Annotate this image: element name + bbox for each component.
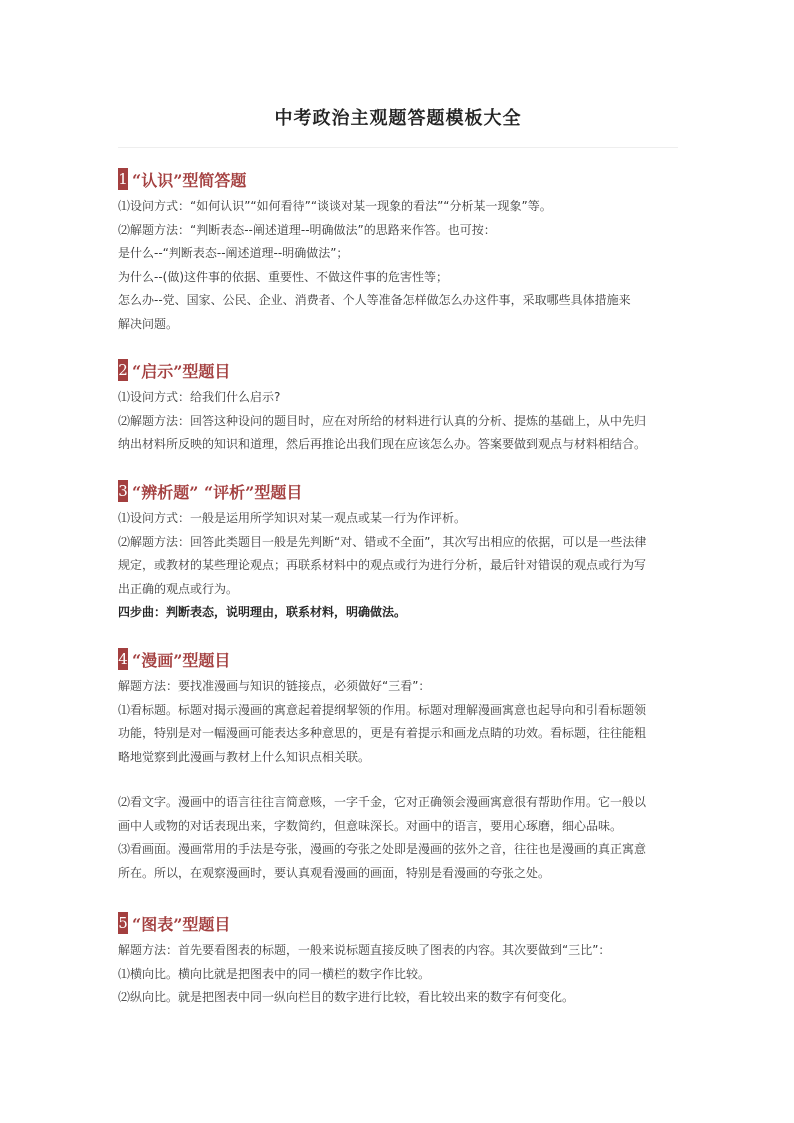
section-heading (118, 647, 678, 671)
text-line: 为什么--(做)这件事的依据、重要性、不做这件事的危害性等； (118, 269, 449, 284)
text-line: 解决问题。 (118, 316, 179, 331)
text-line: ⑵解题方法：回答这种设问的题目时，应在对所给的材料进行认真的分析、提炼的基础上，从中先归 (118, 413, 647, 428)
text-line: ⑴设问方式：一般是运用所学知识对某一观点或某一行为作评析。 (118, 511, 467, 525)
section-heading (118, 167, 678, 191)
text-line: ⑴设问方式：“如何认识”“如何看待”“谈谈对某一现象的看法”“分析某一现象”等。 (118, 199, 552, 213)
text-line: 所在。所以，在观察漫画时，要认真观看漫画的画面，特别是看漫画的夸张之处。 (118, 865, 551, 880)
title-divider (118, 147, 678, 148)
text-line: 四步曲：判断表态，说明理由，联系材料，明确做法。 (118, 605, 407, 619)
text-line: ⑴看标题。标题对揭示漫画的寓意起着提纲挈领的作用。标题对理解漫画寓意也起导向和引看标题领 (118, 702, 647, 717)
text-line: 规定，或教材的某些理论观点；再联系材料中的观点或行为进行分析，最后针对错误的观点或行为写 (118, 558, 647, 572)
section-title: “启示”型题目 (132, 361, 231, 381)
section-1 (118, 167, 678, 336)
section-number-badge: 3 (118, 482, 128, 500)
text-line: 怎么办--党、国家、公民、企业、消费者、个人等准备怎样做怎么办这件事，采取哪些具体措施来 (118, 293, 631, 307)
section-heading (118, 358, 678, 382)
section-heading (118, 911, 678, 935)
text-line: ⑵解题方法：“判断表态--阐述道理--明确做法”的思路来作答。也可按： (118, 222, 496, 237)
text-line: 略地觉察到此漫画与教材上什么知识点相关联。 (118, 749, 371, 764)
text-line: 解题方法：首先要看图表的标题，一般来说标题直接反映了图表的内容。其次要做到“三比”： (118, 943, 611, 957)
text-line: ⑴横向比。横向比就是把图表中的同一横栏的数字作比较。 (118, 966, 431, 981)
section-5 (118, 911, 678, 1010)
section-number-badge: 4 (118, 650, 128, 668)
section-title: “辨析题” “评析”型题目 (132, 482, 303, 502)
text-line: ⑵解题方法：回答此类题目一般是先判断“对、错或不全面”，其次写出相应的依据，可以是一些法律 (118, 534, 647, 549)
section-3 (118, 479, 678, 625)
text-line: 画中人或物的对话表现出来，字数简约，但意味深长。对画中的语言，要用心琢磨，细心品味。 (118, 818, 623, 833)
section-title: “漫画”型题目 (132, 650, 231, 670)
text-line: ⑵纵向比。就是把图表中同一纵向栏目的数字进行比较，看比较出来的数字有何变化。 (118, 990, 575, 1004)
text-line: 解题方法：要找准漫画与知识的链接点，必须做好“三看”： (118, 679, 431, 693)
text-line: ⑵看文字。漫画中的语言往往言简意赅，一字千金，它对正确领会漫画寓意很有帮助作用。它一般以 (118, 795, 647, 809)
section-title: “图表”型题目 (132, 914, 231, 934)
section-heading (118, 479, 678, 503)
text-line: ⑴设问方式：给我们什么启示? (118, 390, 281, 404)
section-number-badge: 5 (118, 914, 128, 932)
section-4 (118, 647, 678, 885)
text-line: 功能，特别是对一幅漫画可能表达多种意思的，更是有着提示和画龙点睛的功效。看标题，往往能粗 (118, 726, 647, 740)
text-line: ⑶看画面。漫画常用的手法是夸张，漫画的夸张之处即是漫画的弦外之音，往往也是漫画的真正寓意 (118, 842, 647, 856)
blank-line (118, 769, 678, 791)
text-line: 纳出材料所反映的知识和道理，然后再推论出我们现在应该怎么办。答案要做到观点与材料相结合。 (118, 437, 647, 451)
section-number-badge: 1 (118, 170, 128, 188)
document-title: 中考政治主观题答题模板大全 (274, 108, 522, 129)
section-2 (118, 358, 678, 457)
section-title: “认识”型简答题 (132, 170, 247, 190)
text-line: 是什么--“判断表态--阐述道理--明确做法”； (118, 246, 349, 260)
section-number-badge: 2 (118, 361, 128, 379)
text-line: 出正确的观点或行为。 (118, 581, 239, 596)
